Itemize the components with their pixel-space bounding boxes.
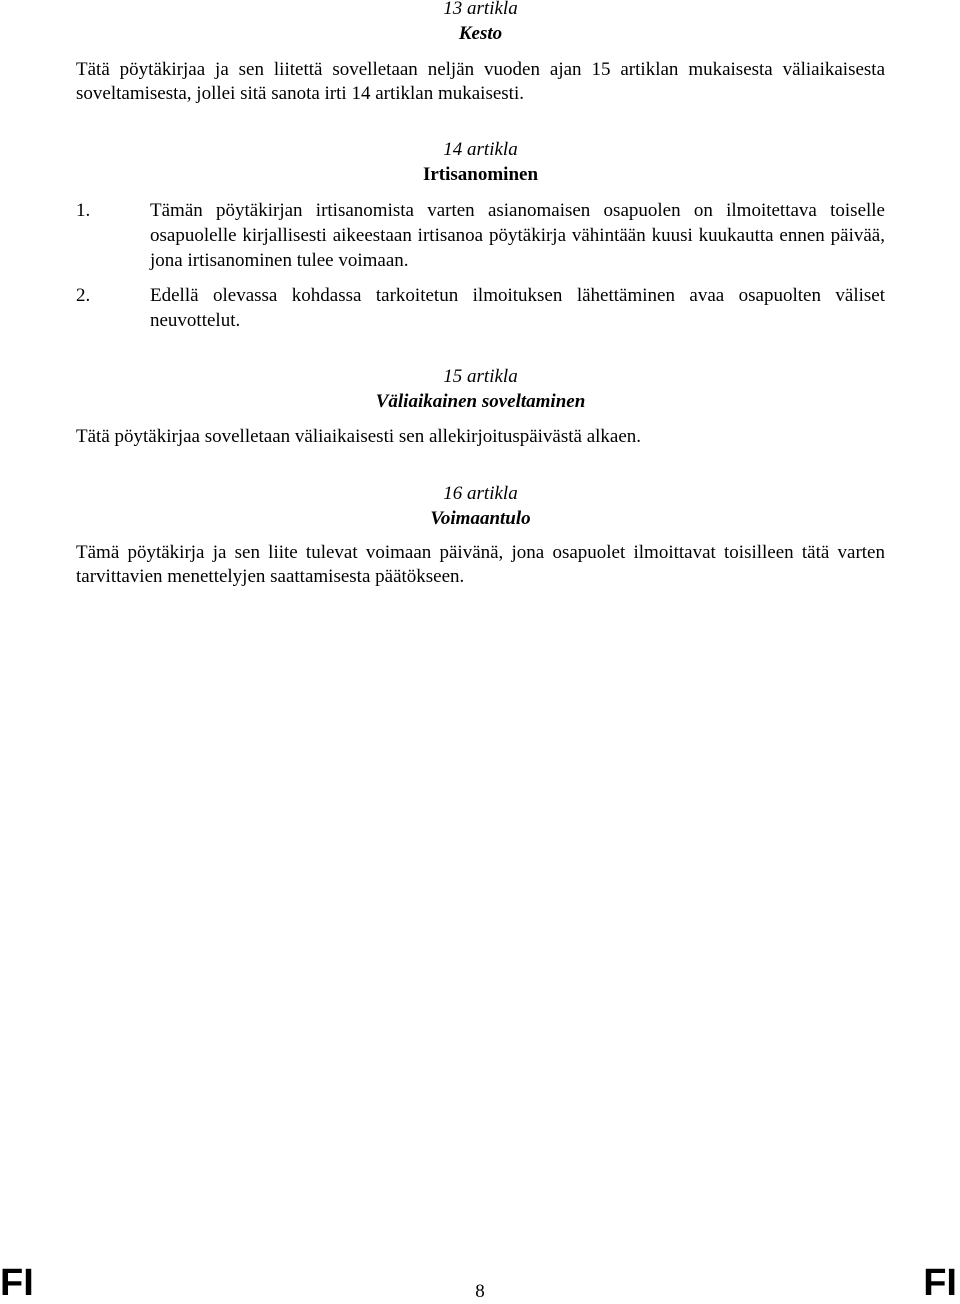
footer-language-left: FI xyxy=(0,1262,34,1304)
article-14-number: 14 artikla xyxy=(443,139,518,160)
article-16-title: Voimaantulo xyxy=(430,508,531,529)
footer-language-right: FI xyxy=(923,1262,957,1304)
item-text: Edellä olevassa kohdassa tarkoitetun ilmoituksen lähettäminen avaa osapuolten väliset neuvottelut. xyxy=(150,285,885,331)
article-14-item-1 xyxy=(76,198,885,273)
article-13-text: Tätä pöytäkirjaa ja sen liitettä sovelletaan neljän vuoden ajan 15 artiklan mukaisesta väliaikaisesta soveltamisesta, jollei sitä sanota irti 14 artiklan mukaisesti. xyxy=(76,59,885,104)
page-number: 8 xyxy=(475,1281,485,1302)
item-number: 1. xyxy=(76,200,91,221)
article-15-title: Väliaikainen soveltaminen xyxy=(375,391,586,412)
article-16-text: Tämä pöytäkirja ja sen liite tulevat voimaan päivänä, jona osapuolet ilmoittavat toisilleen tätä varten tarvittavien menettelyjen saattamisesta päätökseen. xyxy=(76,542,885,587)
item-number: 2. xyxy=(76,285,91,306)
article-15-number: 15 artikla xyxy=(443,366,518,387)
item-text: Tämän pöytäkirjan irtisanomista varten asianomaisen osapuolen on ilmoitettava toiselle osapuolelle kirjallisesti aikeestaan irtisanoa pöytäkirja vähintään kuusi kuukautta ennen päivää, jona irtisanominen tulee voimaan. xyxy=(150,200,885,271)
article-15-text: Tätä pöytäkirjaa sovelletaan väliaikaisesti sen allekirjoituspäivästä alkaen. xyxy=(76,426,642,447)
article-14-title: Irtisanominen xyxy=(422,164,539,185)
article-13-number: 13 artikla xyxy=(443,0,518,19)
article-13-title: Kesto xyxy=(458,23,503,44)
article-14-item-2 xyxy=(76,283,885,333)
article-16-number: 16 artikla xyxy=(443,483,518,504)
